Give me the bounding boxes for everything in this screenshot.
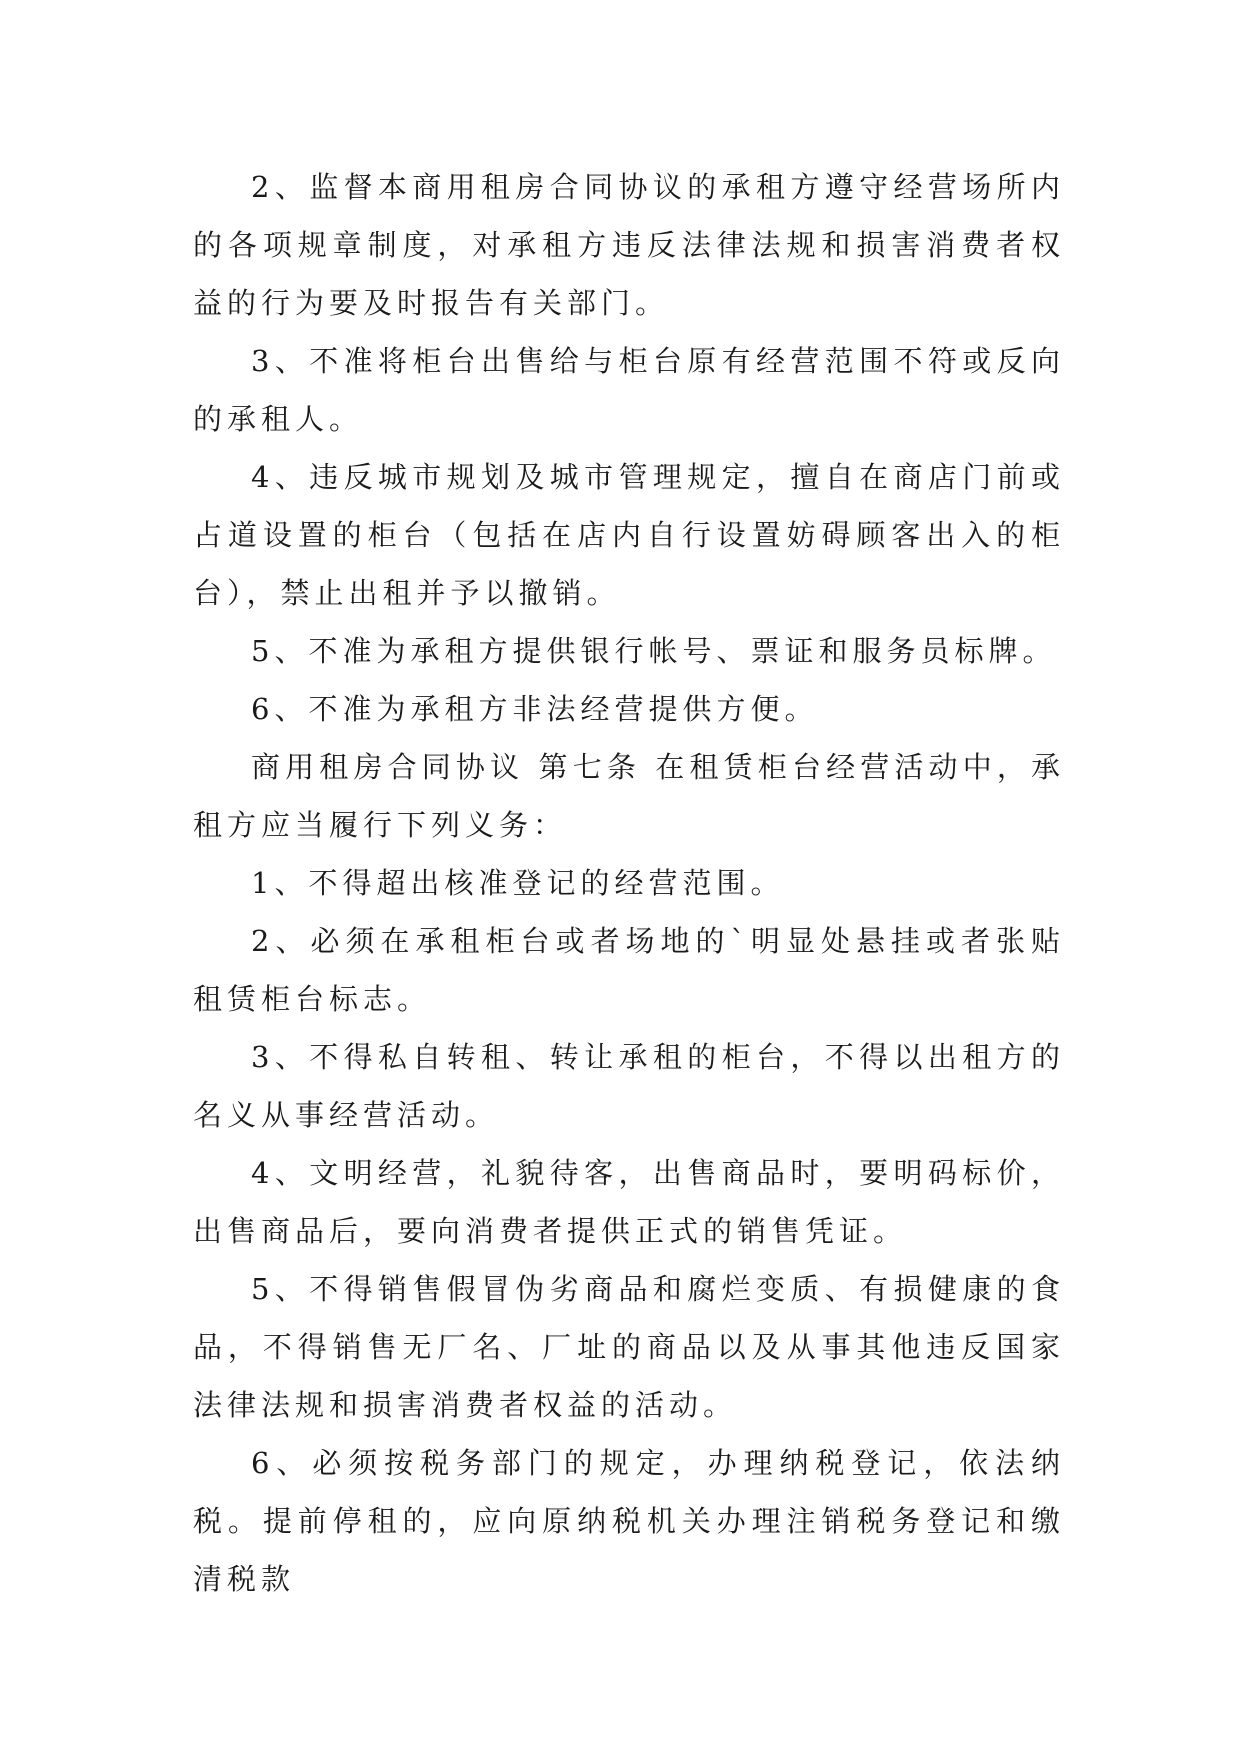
paragraph-civil-business: 4、文明经营，礼貌待客，出售商品时，要明码标价，出售商品后，要向消费者提供正式的销售凭证。 [193, 1156, 1065, 1248]
paragraph-no-bank-account: 5、不准为承租方提供银行帐号、票证和服务员标牌。 [251, 634, 1057, 668]
document-body [193, 158, 1065, 1608]
paragraph-no-sale-mismatch: 3、不准将柜台出售给与柜台原有经营范围不符或反向的承租人。 [193, 344, 1065, 436]
paragraph-scope-limit: 1、不得超出核准登记的经营范围。 [251, 866, 785, 900]
paragraph-no-counterfeit: 5、不得销售假冒伪劣商品和腐烂变质、有损健康的食品，不得销售无厂名、厂址的商品以及从事其他违反国家法律法规和损害消费者权益的活动。 [193, 1272, 1065, 1422]
paragraph-illegal-counters: 4、违反城市规划及城市管理规定，擅自在商店门前或占道设置的柜台（包括在店内自行设置妨碍顾客出入的柜台），禁止出租并予以撤销。 [193, 460, 1065, 610]
paragraph-no-sublease: 3、不得私自转租、转让承租的柜台，不得以出租方的名义从事经营活动。 [193, 1040, 1065, 1132]
paragraph-no-illegal-convenience: 6、不准为承租方非法经营提供方便。 [251, 692, 819, 726]
paragraph-supervise-regulations: 2、监督本商用租房合同协议的承租方遵守经营场所内的各项规章制度，对承租方违反法律法规和损害消费者权益的行为要及时报告有关部门。 [193, 170, 1065, 320]
paragraph-article-seven: 商用租房合同协议 第七条 在租赁柜台经营活动中，承租方应当履行下列义务： [193, 750, 1065, 842]
paragraph-tax-registration: 6、必须按税务部门的规定，办理纳税登记，依法纳税。提前停租的，应向原纳税机关办理注销税务登记和缴清税款 [193, 1446, 1065, 1596]
paragraph-display-sign: 2、必须在承租柜台或者场地的`明显处悬挂或者张贴租赁柜台标志。 [193, 924, 1065, 1016]
